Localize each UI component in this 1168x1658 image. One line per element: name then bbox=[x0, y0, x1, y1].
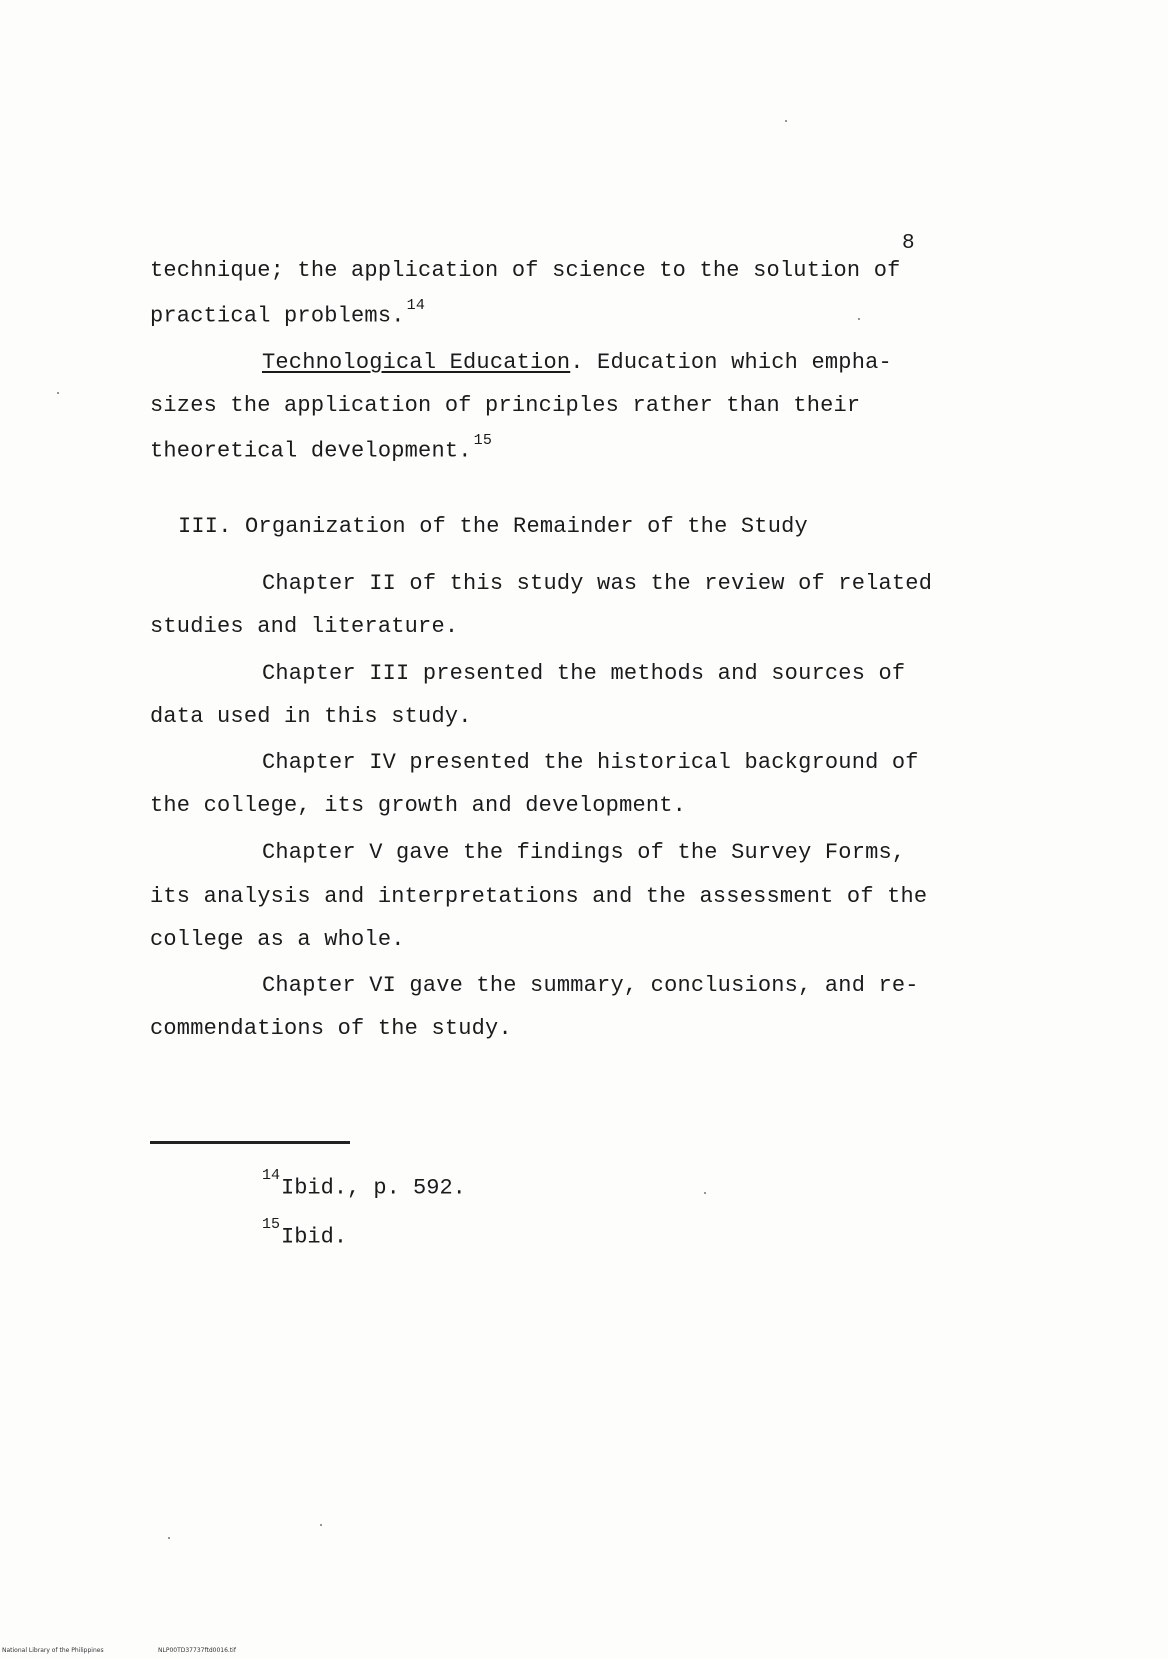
footnote-15 bbox=[262, 1216, 348, 1250]
scan-speck bbox=[168, 1537, 170, 1539]
paragraph-line: college as a whole. bbox=[150, 927, 405, 952]
scan-speck bbox=[57, 392, 59, 394]
scan-speck bbox=[785, 120, 787, 122]
body-line bbox=[150, 432, 493, 464]
scan-speck bbox=[320, 1524, 322, 1526]
scan-speck bbox=[704, 1192, 706, 1194]
paragraph-line: Chapter VI gave the summary, conclusions, and re- bbox=[262, 973, 919, 998]
section-heading: III. Organization of the Remainder of the Study bbox=[178, 514, 808, 539]
body-line: technique; the application of science to the solution of bbox=[150, 258, 901, 283]
definition-text: . Education which empha- bbox=[570, 350, 892, 375]
scan-file-label: NLP00TD37737ftd0016.tif bbox=[158, 1647, 236, 1654]
scan-library-label: National Library of the Philippines bbox=[2, 1647, 104, 1654]
footnote-text: Ibid. bbox=[281, 1224, 348, 1250]
footnote-ref-15: 15 bbox=[473, 432, 493, 449]
body-line-text: theoretical development. bbox=[150, 438, 472, 464]
paragraph-line: studies and literature. bbox=[150, 614, 459, 639]
footnote-text: Ibid., p. 592. bbox=[281, 1175, 466, 1201]
paragraph-line: Chapter III presented the methods and sources of bbox=[262, 661, 906, 686]
body-line: sizes the application of principles rather than their bbox=[150, 393, 861, 418]
page-number: 8 bbox=[902, 232, 915, 255]
footnote-number: 15 bbox=[262, 1216, 281, 1233]
footnote-divider bbox=[150, 1141, 350, 1144]
paragraph-line: the college, its growth and development. bbox=[150, 793, 687, 818]
paragraph-line: its analysis and interpretations and the assessment of the bbox=[150, 884, 928, 909]
paragraph-line: commendations of the study. bbox=[150, 1016, 512, 1041]
body-line-text: practical problems. bbox=[150, 303, 405, 329]
body-line bbox=[150, 297, 426, 329]
definition-line bbox=[262, 350, 892, 375]
paragraph-line: Chapter IV presented the historical background of bbox=[262, 750, 919, 775]
footnote-14 bbox=[262, 1167, 466, 1201]
paragraph-line: Chapter V gave the findings of the Survey Forms, bbox=[262, 840, 906, 865]
scan-speck bbox=[858, 318, 860, 320]
definition-term: Technological Education bbox=[262, 350, 571, 375]
footnote-ref-14: 14 bbox=[406, 297, 426, 314]
footnote-number: 14 bbox=[262, 1167, 281, 1184]
paragraph-line: data used in this study. bbox=[150, 704, 472, 729]
paragraph-line: Chapter II of this study was the review of related bbox=[262, 571, 933, 596]
